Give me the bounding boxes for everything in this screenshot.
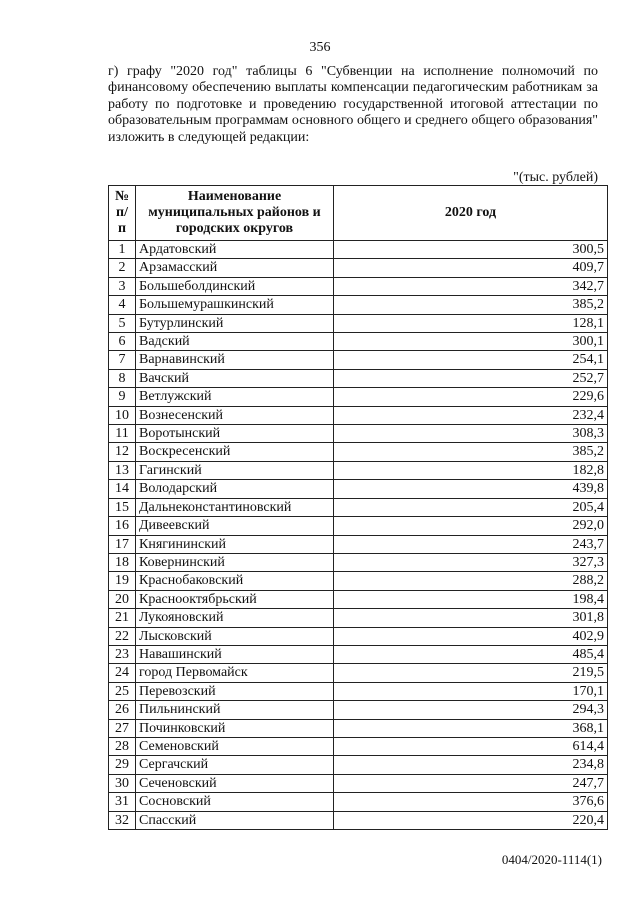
row-number: 10	[109, 406, 136, 424]
row-number: 3	[109, 277, 136, 295]
value-2020: 402,9	[334, 627, 608, 645]
subvention-table	[108, 185, 608, 830]
row-number: 23	[109, 645, 136, 663]
row-number: 21	[109, 609, 136, 627]
district-name: Лысковский	[136, 627, 334, 645]
row-number: 17	[109, 535, 136, 553]
district-name: Перевозский	[136, 682, 334, 700]
district-name: Большемурашкинский	[136, 296, 334, 314]
district-name: Починковский	[136, 719, 334, 737]
district-name: город Первомайск	[136, 664, 334, 682]
row-number: 13	[109, 461, 136, 479]
row-number: 19	[109, 572, 136, 590]
table-row	[109, 811, 608, 829]
table-row	[109, 277, 608, 295]
table-row	[109, 241, 608, 259]
district-name: Варнавинский	[136, 351, 334, 369]
table-row	[109, 388, 608, 406]
value-2020: 439,8	[334, 480, 608, 498]
header-num: № п/п	[109, 186, 136, 241]
value-2020: 288,2	[334, 572, 608, 590]
row-number: 4	[109, 296, 136, 314]
value-2020: 485,4	[334, 645, 608, 663]
value-2020: 128,1	[334, 314, 608, 332]
district-name: Воротынский	[136, 425, 334, 443]
district-name: Семеновский	[136, 737, 334, 755]
value-2020: 247,7	[334, 774, 608, 792]
table-row	[109, 553, 608, 571]
value-2020: 205,4	[334, 498, 608, 516]
row-number: 6	[109, 333, 136, 351]
value-2020: 294,3	[334, 701, 608, 719]
value-2020: 170,1	[334, 682, 608, 700]
value-2020: 292,0	[334, 517, 608, 535]
header-name: Наименование муниципальных районов и городских округов	[136, 186, 334, 241]
district-name: Большеболдинский	[136, 277, 334, 295]
district-name: Ардатовский	[136, 241, 334, 259]
table-row	[109, 627, 608, 645]
value-2020: 301,8	[334, 609, 608, 627]
row-number: 25	[109, 682, 136, 700]
row-number: 11	[109, 425, 136, 443]
value-2020: 252,7	[334, 369, 608, 387]
page-number: 356	[309, 40, 331, 55]
district-name: Дивеевский	[136, 517, 334, 535]
row-number: 18	[109, 553, 136, 571]
value-2020: 182,8	[334, 461, 608, 479]
table-row	[109, 737, 608, 755]
table-row	[109, 498, 608, 516]
district-name: Краснооктябрьский	[136, 590, 334, 608]
value-2020: 229,6	[334, 388, 608, 406]
district-name: Ветлужский	[136, 388, 334, 406]
row-number: 7	[109, 351, 136, 369]
district-name: Сеченовский	[136, 774, 334, 792]
row-number: 14	[109, 480, 136, 498]
district-name: Володарский	[136, 480, 334, 498]
table-row	[109, 774, 608, 792]
district-name: Вачский	[136, 369, 334, 387]
value-2020: 409,7	[334, 259, 608, 277]
value-2020: 220,4	[334, 811, 608, 829]
district-name: Княгининский	[136, 535, 334, 553]
row-number: 32	[109, 811, 136, 829]
table-row	[109, 259, 608, 277]
value-2020: 198,4	[334, 590, 608, 608]
value-2020: 308,3	[334, 425, 608, 443]
table-row	[109, 333, 608, 351]
district-name: Бутурлинский	[136, 314, 334, 332]
value-2020: 342,7	[334, 277, 608, 295]
table-row	[109, 590, 608, 608]
table-row	[109, 664, 608, 682]
table-row	[109, 480, 608, 498]
district-name: Навашинский	[136, 645, 334, 663]
row-number: 22	[109, 627, 136, 645]
table-row	[109, 351, 608, 369]
row-number: 28	[109, 737, 136, 755]
value-2020: 254,1	[334, 351, 608, 369]
table-body	[109, 241, 608, 830]
district-name: Краснобаковский	[136, 572, 334, 590]
table-row	[109, 369, 608, 387]
district-name: Пильнинский	[136, 701, 334, 719]
table-row	[109, 314, 608, 332]
table-row	[109, 719, 608, 737]
table-row	[109, 756, 608, 774]
value-2020: 368,1	[334, 719, 608, 737]
value-2020: 376,6	[334, 793, 608, 811]
row-number: 15	[109, 498, 136, 516]
district-name: Спасский	[136, 811, 334, 829]
district-name: Дальнеконстантиновский	[136, 498, 334, 516]
district-name: Сосновский	[136, 793, 334, 811]
row-number: 26	[109, 701, 136, 719]
district-name: Лукояновский	[136, 609, 334, 627]
row-number: 5	[109, 314, 136, 332]
value-2020: 300,1	[334, 333, 608, 351]
row-number: 20	[109, 590, 136, 608]
district-name: Воскресенский	[136, 443, 334, 461]
district-name: Арзамасский	[136, 259, 334, 277]
row-number: 24	[109, 664, 136, 682]
district-name: Гагинский	[136, 461, 334, 479]
table-row	[109, 701, 608, 719]
district-name: Сергачский	[136, 756, 334, 774]
table-row	[109, 406, 608, 424]
district-name: Вадский	[136, 333, 334, 351]
district-name: Вознесенский	[136, 406, 334, 424]
value-2020: 327,3	[334, 553, 608, 571]
value-2020: 232,4	[334, 406, 608, 424]
row-number: 8	[109, 369, 136, 387]
value-2020: 385,2	[334, 296, 608, 314]
header-year: 2020 год	[334, 186, 608, 241]
value-2020: 234,8	[334, 756, 608, 774]
intro-paragraph: г) графу "2020 год" таблицы 6 "Субвенции на исполнение полномочий по финансовому обеспечению выплаты компенсации педагогическим работникам за работу по подготовке и проведению государственной итоговой аттестации по образовательным программам основного общего и среднего общего образования" изложить в следующей редакции:	[108, 64, 598, 145]
row-number: 16	[109, 517, 136, 535]
table-row	[109, 572, 608, 590]
row-number: 9	[109, 388, 136, 406]
table-row	[109, 793, 608, 811]
row-number: 1	[109, 241, 136, 259]
table-header-row	[109, 186, 608, 241]
row-number: 12	[109, 443, 136, 461]
value-2020: 300,5	[334, 241, 608, 259]
table-row	[109, 535, 608, 553]
row-number: 30	[109, 774, 136, 792]
document-code: 0404/2020-1114(1)	[501, 852, 602, 867]
value-2020: 219,5	[334, 664, 608, 682]
row-number: 31	[109, 793, 136, 811]
row-number: 2	[109, 259, 136, 277]
value-2020: 243,7	[334, 535, 608, 553]
table-row	[109, 609, 608, 627]
table-row	[109, 461, 608, 479]
row-number: 29	[109, 756, 136, 774]
value-2020: 385,2	[334, 443, 608, 461]
district-name: Ковернинский	[136, 553, 334, 571]
table-row	[109, 682, 608, 700]
table-row	[109, 517, 608, 535]
units-label: "(тыс. рублей)	[513, 170, 598, 185]
table-row	[109, 443, 608, 461]
table-row	[109, 296, 608, 314]
table-row	[109, 645, 608, 663]
table-row	[109, 425, 608, 443]
row-number: 27	[109, 719, 136, 737]
value-2020: 614,4	[334, 737, 608, 755]
